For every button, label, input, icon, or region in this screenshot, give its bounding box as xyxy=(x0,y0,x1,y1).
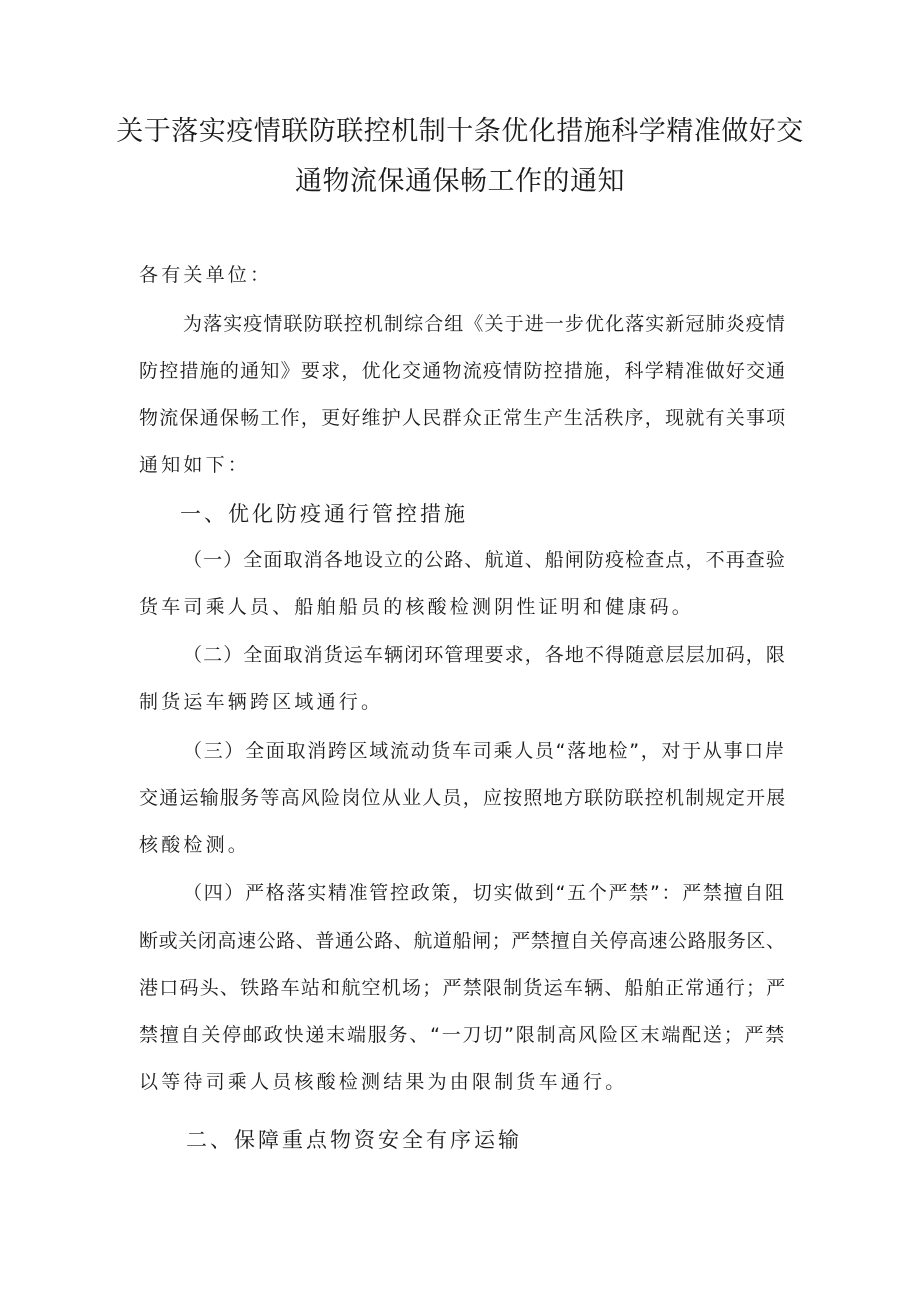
item-3-line: （三）全面取消跨区域流动货车司乘人员“落地检”，对于从事口岸 xyxy=(183,740,786,762)
intro-line: 物流保通保畅工作，更好维护人民群众正常生产生活秩序，现就有关事项 xyxy=(139,407,787,429)
document-title-line-1: 关于落实疫情联防联控机制十条优化措施科学精准做好交 xyxy=(116,116,804,147)
section-1-heading: 一、优化防疫通行管控措施 xyxy=(180,502,468,526)
item-3-line: 交通运输服务等高风险岗位从业人员，应按照地方联防联控机制规定开展 xyxy=(139,787,787,809)
intro-line: 为落实疫情联防联控机制综合组《关于进一步优化落实新冠肺炎疫情 xyxy=(183,313,787,335)
document-title-line-2: 通物流保通保畅工作的通知 xyxy=(295,166,625,197)
item-4-line: 禁擅自关停邮政快递末端服务、“一刀切”限制高风险区末端配送；严禁 xyxy=(139,1024,787,1046)
item-4-line: 港口码头、铁路车站和航空机场；严禁限制货运车辆、船舶正常通行；严 xyxy=(139,977,787,999)
intro-line: 通知如下： xyxy=(139,454,251,476)
item-4-line: （四）严格落实精准管控政策，切实做到“五个严禁”：严禁擅自阻 xyxy=(183,882,786,904)
section-2-heading: 二、保障重点物资安全有序运输 xyxy=(186,1128,522,1152)
item-1-line: （一）全面取消各地设立的公路、航道、船闸防疫检查点，不再查验 xyxy=(183,549,787,571)
item-2-line: （二）全面取消货运车辆闭环管理要求，各地不得随意层层加码，限 xyxy=(183,644,787,666)
item-1-line: 货车司乘人员、船舶船员的核酸检测阴性证明和健康码。 xyxy=(139,596,695,618)
intro-line: 防控措施的通知》要求，优化交通物流疫情防控措施，科学精准做好交通 xyxy=(139,360,787,382)
item-3-line: 核酸检测。 xyxy=(139,834,251,856)
item-4-line: 断或关闭高速公路、普通公路、航道船闸；严禁擅自关停高速公路服务区、 xyxy=(139,930,786,952)
item-2-line: 制货运车辆跨区域通行。 xyxy=(139,691,384,713)
salutation: 各有关单位： xyxy=(139,264,273,286)
item-4-line: 以等待司乘人员核酸检测结果为由限制货车通行。 xyxy=(139,1071,628,1093)
